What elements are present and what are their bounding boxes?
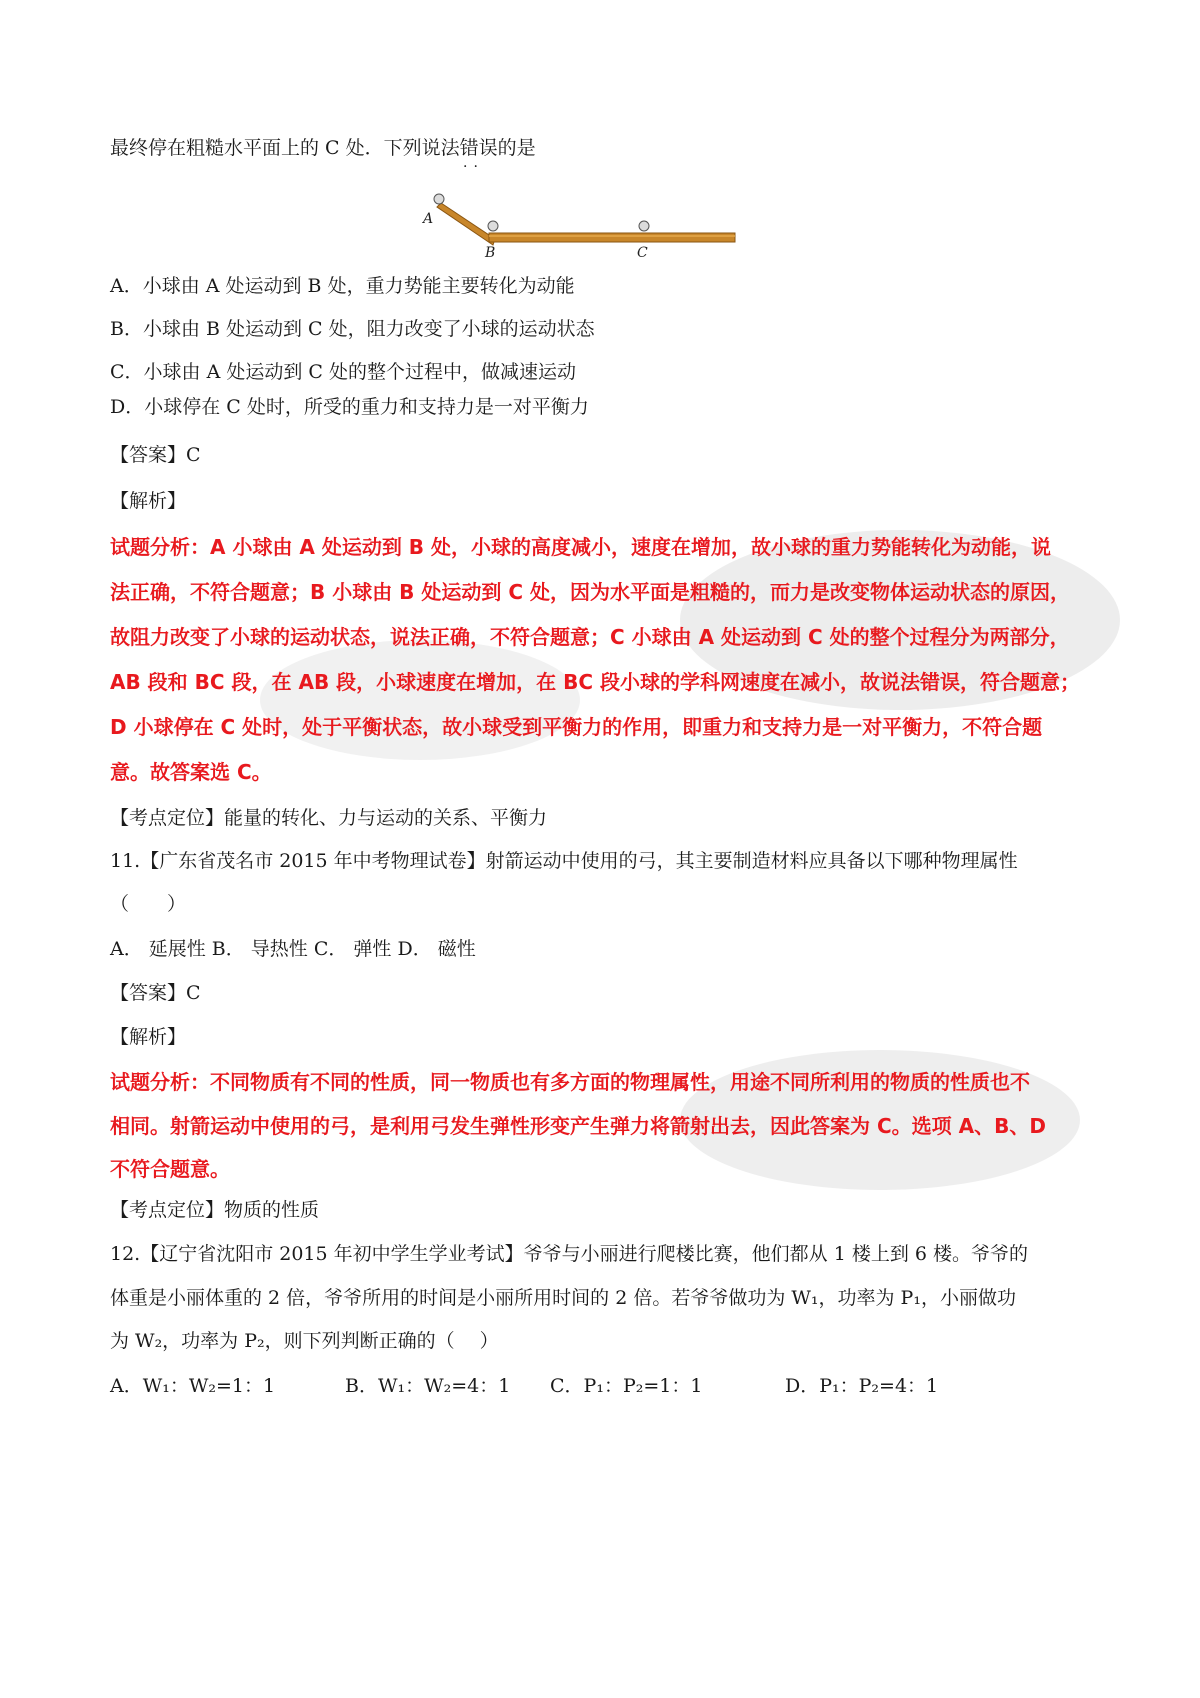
q10-option-b: B．小球由 B 处运动到 C 处，阻力改变了小球的运动状态 (110, 318, 595, 340)
q10-key-point: 【考点定位】能量的转化、力与运动的关系、平衡力 (110, 807, 548, 829)
q11-analysis-line-2: 相同。射箭运动中使用的弓，是利用弓发生弹性形变产生弹力将箭射出去，因此答案为 C。选项 A、B、D (110, 1114, 1046, 1138)
q10-analysis-line-1: 试题分析：A 小球由 A 处运动到 B 处，小球的高度减小，速度在增加，故小球的重力势能转化为动能，说 (110, 535, 1052, 559)
q11-analysis-title: 【解析】 (110, 1026, 187, 1048)
q10-analysis-line-5: D 小球停在 C 处时，处于平衡状态，故小球受到平衡力的作用，即重力和支持力是一对平衡力，不符合题 (110, 715, 1043, 739)
q11-answer: 【答案】C (110, 982, 201, 1004)
label-c: C (637, 245, 648, 261)
label-a: A (423, 211, 434, 227)
q12-stem-line-2: 体重是小丽体重的 2 倍，爷爷所用的时间是小丽所用时间的 2 倍。若爷爷做功为 W₁，功率为 P₁，小丽做功 (110, 1287, 1016, 1309)
q10-analysis-line-2: 法正确，不符合题意；B 小球由 B 处运动到 C 处，因为水平面是粗糙的，而力是改变物体运动状态的原因， (110, 580, 1070, 604)
q12-stem-line-3: 为 W₂，功率为 P₂，则下列判断正确的（ ） (110, 1330, 499, 1352)
q10-answer: 【答案】C (110, 444, 201, 466)
ball-b (488, 221, 498, 231)
q12-option-c: C．P₁：P₂=1：1 (550, 1375, 703, 1397)
q11-options: A． 延展性 B． 导热性 C． 弹性 D． 磁性 (110, 938, 476, 960)
label-b: B (485, 245, 496, 261)
q10-incline-figure (423, 195, 745, 275)
q10-analysis-line-6: 意。故答案选 C。 (110, 760, 272, 784)
q11-stem-line-1: 11.【广东省茂名市 2015 年中考物理试卷】射箭运动中使用的弓，其主要制造材料应具备以下哪种物理属性 (110, 850, 1018, 872)
ball-c (639, 221, 649, 231)
q10-analysis-line-4: AB 段和 BC 段，在 AB 段，小球速度在增加，在 BC 段小球的学科网速度在减小，故说法错误，符合题意； (110, 670, 1081, 694)
q10-emphasis-marks: ·· (463, 159, 484, 175)
ball-a (434, 194, 444, 204)
q12-stem-line-1: 12.【辽宁省沈阳市 2015 年初中学生学业考试】爷爷与小丽进行爬楼比赛，他们都从 1 楼上到 6 楼。爷爷的 (110, 1243, 1028, 1265)
q11-analysis-line-3: 不符合题意。 (110, 1157, 230, 1181)
q10-option-c: C．小球由 A 处运动到 C 处的整个过程中，做减速运动 (110, 361, 576, 383)
q10-analysis-line-3: 故阻力改变了小球的运动状态，说法正确，不符合题意；C 小球由 A 处运动到 C 处的整个过程分为两部分， (110, 625, 1070, 649)
q10-stem-tail: 最终停在粗糙水平面上的 C 处．下列说法错误的是 (110, 137, 536, 159)
q10-option-a: A．小球由 A 处运动到 B 处，重力势能主要转化为动能 (110, 275, 575, 297)
q10-analysis-title: 【解析】 (110, 490, 187, 512)
q12-option-d: D．P₁：P₂=4：1 (785, 1375, 939, 1397)
q12-option-b: B．W₁：W₂=4：1 (345, 1375, 511, 1397)
q11-key-point: 【考点定位】物质的性质 (110, 1199, 320, 1221)
q12-option-a: A．W₁：W₂=1：1 (110, 1375, 276, 1397)
q11-stem-line-2: （ ） (110, 893, 187, 915)
q10-option-d: D．小球停在 C 处时，所受的重力和支持力是一对平衡力 (110, 396, 589, 418)
q11-analysis-line-1: 试题分析：不同物质有不同的性质，同一物质也有多方面的物理属性，用途不同所利用的物质的性质也不 (110, 1070, 1030, 1094)
